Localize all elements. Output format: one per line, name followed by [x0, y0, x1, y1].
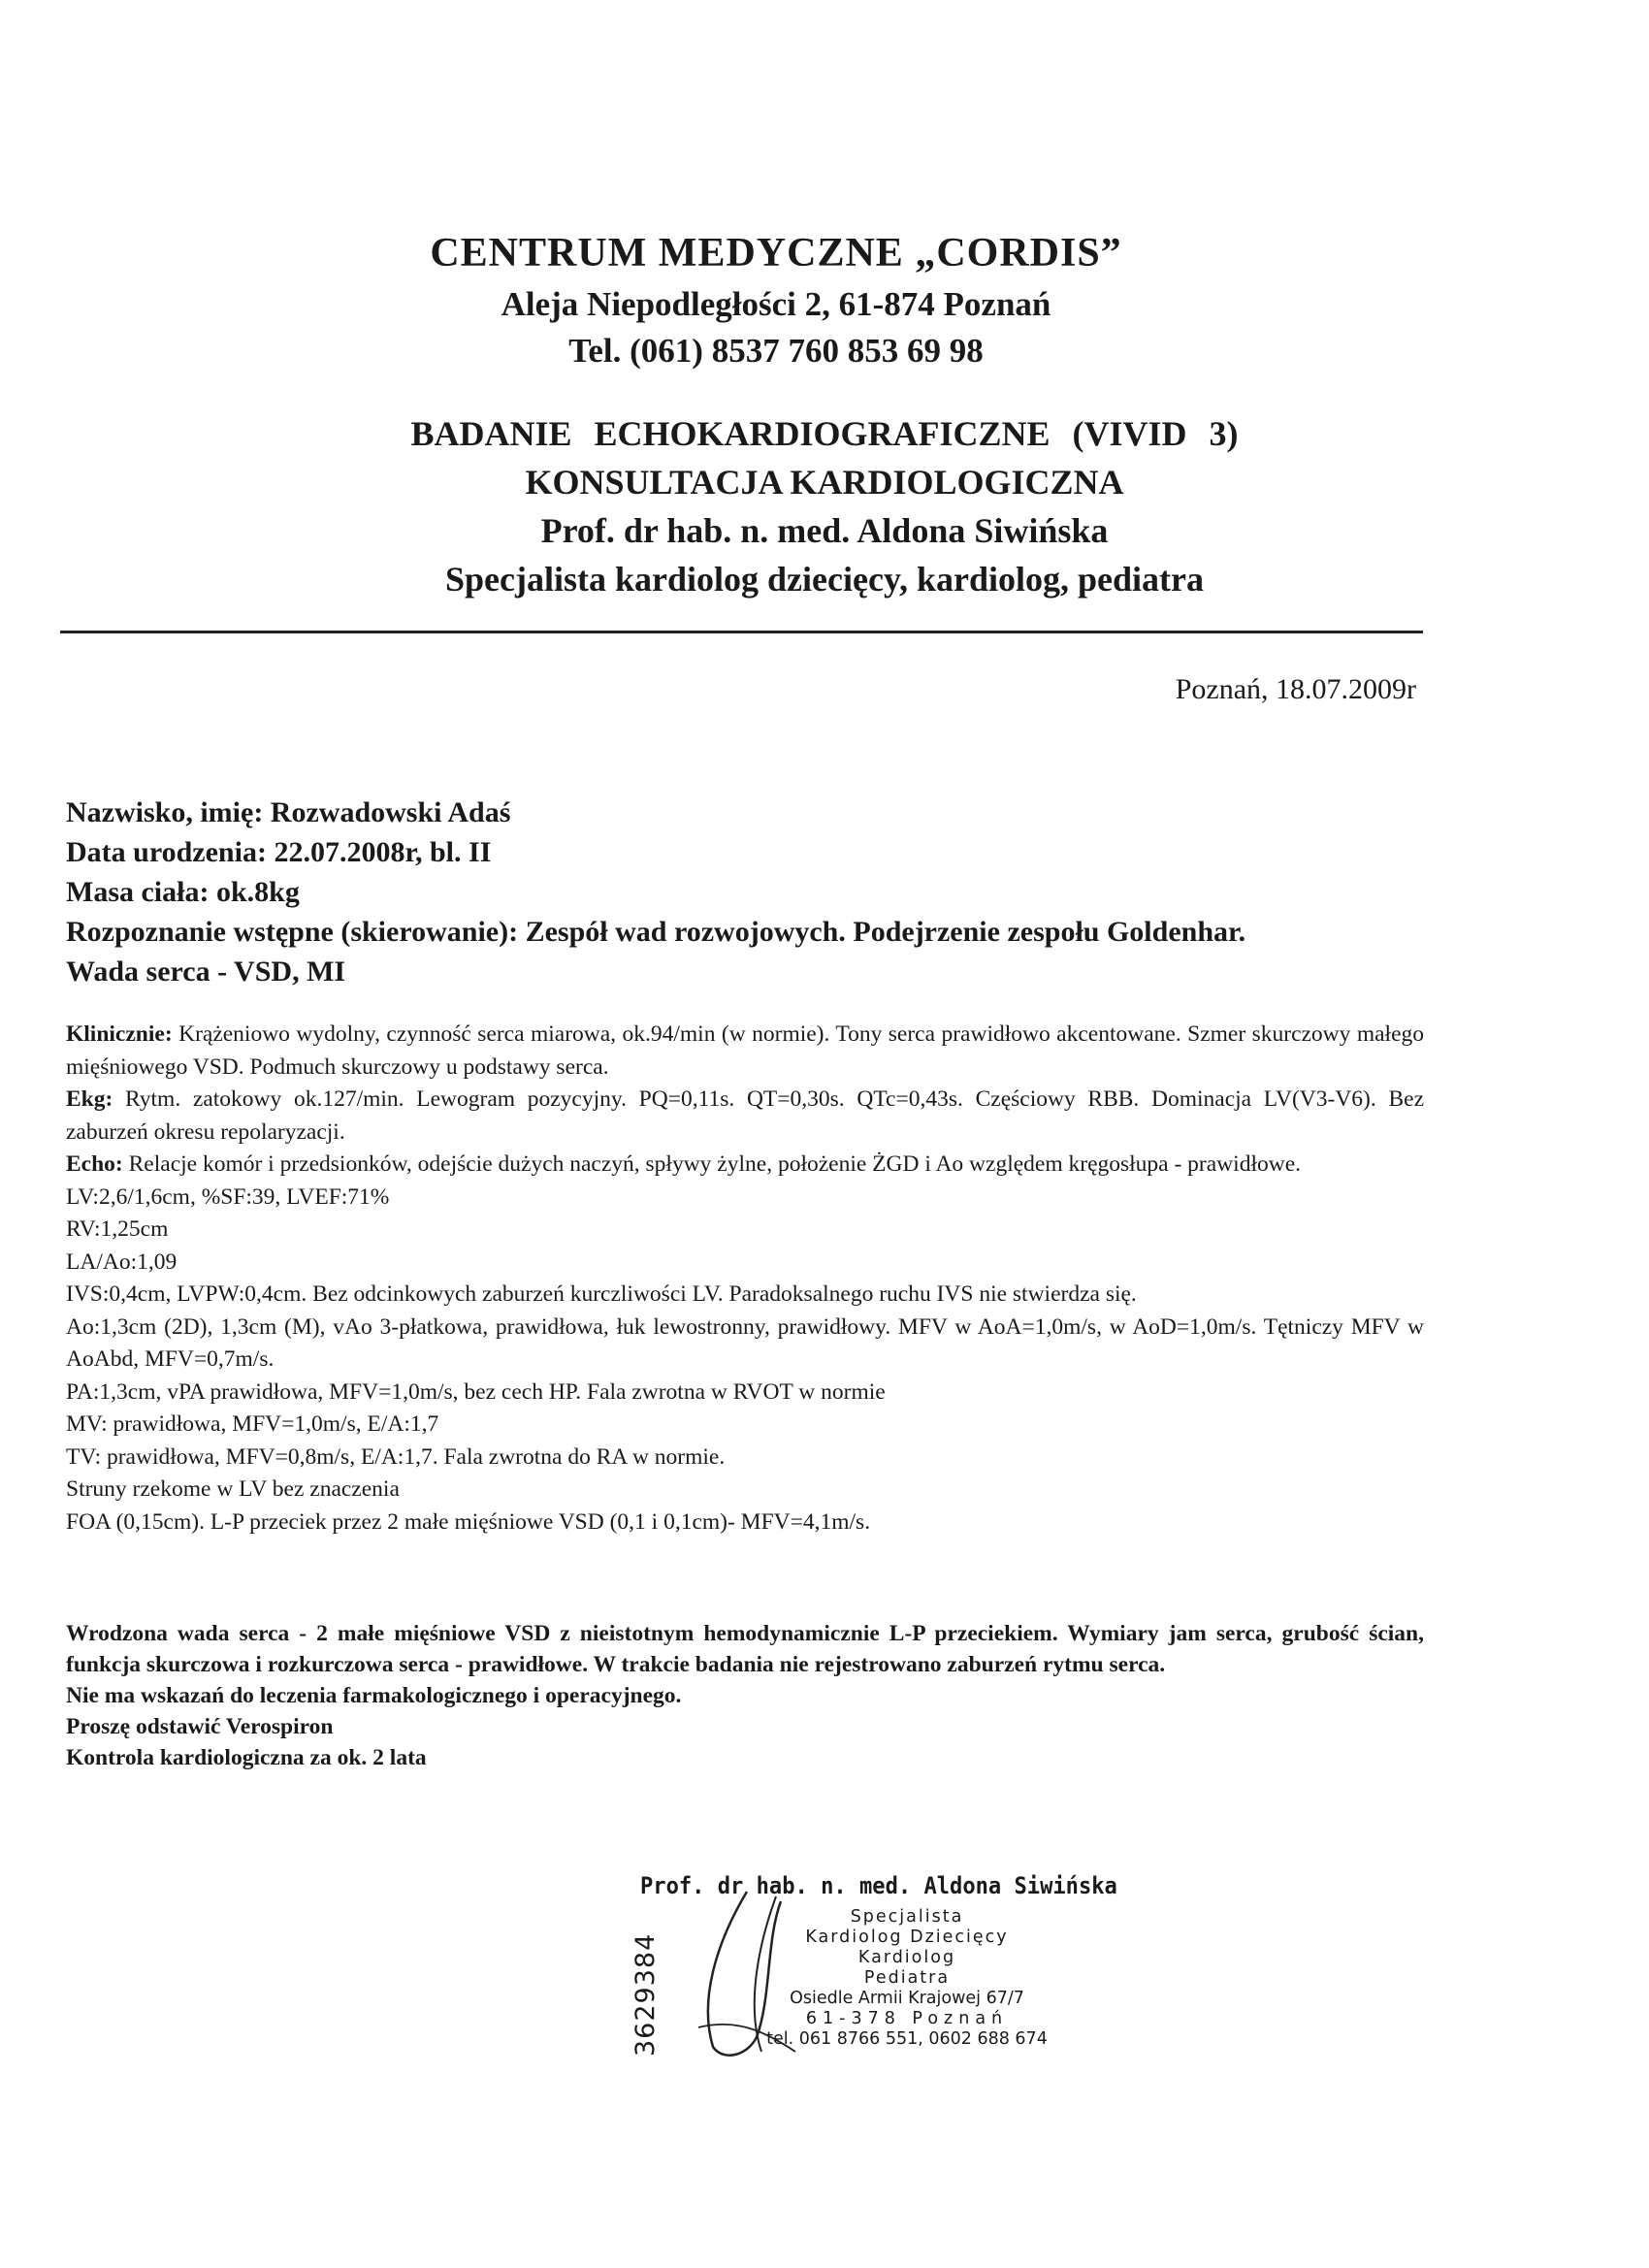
ekg-paragraph: [66, 1084, 1424, 1149]
stamp-title: Prof. dr hab. n. med. Aldona Siwińska: [640, 1872, 1117, 1899]
ivs-measure: IVS:0,4cm, LVPW:0,4cm. Bez odcinkowych zaburzeń kurczliwości LV. Paradoksalnego ruchu IVS nie stwierdza się.: [66, 1281, 1137, 1307]
clinical-findings: [66, 1019, 1424, 1539]
mv-measure: MV: prawidłowa, MFV=1,0m/s, E/A:1,7: [66, 1411, 439, 1437]
ao-measure: Ao:1,3cm (2D), 1,3cm (M), vAo 3-płatkowa, prawidłowa, łuk lewostronny, prawidłowy. MFV w AoA=1,0m/s, w AoD=1,0m/s. Tętniczy MFV w AoAbd, MFV=0,7m/s.: [66, 1313, 1424, 1372]
echo-text: Relacje komór i przedsionków, odejście dużych naczyń, spływy żylne, położenie ŻGD i Ao względem kręgosłupa - prawidłowe.: [128, 1151, 1301, 1177]
clinic-phone: Tel. (061) 8537 760 853 69 98: [568, 332, 984, 370]
patient-info: [66, 793, 1443, 991]
foa-shunt-note: FOA (0,15cm). L-P przeciek przez 2 małe mięśniowe VSD (0,1 i 0,1cm)- MFV=4,1m/s.: [66, 1508, 871, 1535]
stamp-line-4: Pediatra: [863, 1968, 951, 1988]
lv-measure: LV:2,6/1,6cm, %SF:39, LVEF:71%: [66, 1183, 390, 1210]
clinical-label: Klinicznie:: [66, 1021, 173, 1047]
clinic-name: CENTRUM MEDYCZNE „CORDIS”: [430, 231, 1122, 275]
handwritten-signature: [679, 1882, 824, 2066]
stamp-line-5: Osiedle Armii Krajowej 67/7: [790, 1989, 1024, 2008]
heart-defect: Wada serca - VSD, MI: [66, 956, 346, 988]
referral-diagnosis: Rozpoznanie wstępne (skierowanie): Zespół wad rozwojowych. Podejrzenie zespołu Goldenhar.: [66, 916, 1246, 948]
doctor-stamp: [621, 1872, 1117, 2066]
rv-measure: RV:1,25cm: [66, 1216, 169, 1242]
echo-paragraph: [66, 1149, 1424, 1182]
clinic-header: [291, 225, 1261, 374]
clinical-exam-paragraph: [66, 1019, 1424, 1084]
place-date: Poznań, 18.07.2009r: [1175, 673, 1416, 705]
stamp-number: 3629384: [630, 1932, 661, 2057]
ekg-text: Rytm. zatokowy ok.127/min. Lewogram pozycyjny. PQ=0,11s. QT=0,30s. QTc=0,43s. Częściowy RBB. Dominacja LV(V3-V6). Bez zaburzeń okresu repolaryzacji.: [66, 1086, 1424, 1145]
stamp-line-7: tel. 061 8766 551, 0602 688 674: [766, 2029, 1048, 2049]
exam-header: [223, 409, 1426, 603]
patient-dob: Data urodzenia: 22.07.2008r, bl. II: [66, 836, 492, 868]
consultation-title: KONSULTACJA KARDIOLOGICZNA: [525, 463, 1124, 502]
stamp-line-1: Specjalista: [850, 1907, 964, 1927]
ekg-label: Ekg:: [66, 1086, 113, 1112]
tv-measure: TV: prawidłowa, MFV=0,8m/s, E/A:1,7. Fala zwrotna do RA w normie.: [66, 1443, 726, 1470]
clinic-address: Aleja Niepodległości 2, 61-874 Poznań: [501, 285, 1051, 323]
false-tendons-note: Struny rzekome w LV bez znaczenia: [66, 1476, 400, 1502]
follow-up-note: Kontrola kardiologiczna za ok. 2 lata: [66, 1745, 427, 1770]
pa-measure: PA:1,3cm, vPA prawidłowa, MFV=1,0m/s, bez cech HP. Fala zwrotna w RVOT w normie: [66, 1378, 886, 1405]
la-ao-measure: LA/Ao:1,09: [66, 1248, 178, 1275]
conclusion: [66, 1618, 1424, 1773]
stamp-line-6: 61-378 Poznań: [805, 2009, 1009, 2028]
treatment-note: Nie ma wskazań do leczenia farmakologicznego i operacyjnego.: [66, 1683, 682, 1708]
exam-title: BADANIE ECHOKARDIOGRAFICZNE (VIVID 3): [410, 414, 1239, 453]
stamp-line-2: Kardiolog Dziecięcy: [805, 1928, 1009, 1947]
patient-weight: Masa ciała: ok.8kg: [66, 876, 300, 908]
header-divider: [60, 631, 1423, 633]
medication-note: Proszę odstawić Verospiron: [66, 1714, 334, 1739]
echo-label: Echo:: [66, 1151, 123, 1177]
doctor-specialty: Specjalista kardiolog dziecięcy, kardiolog, pediatra: [445, 560, 1204, 599]
doctor-name: Prof. dr hab. n. med. Aldona Siwińska: [540, 511, 1109, 550]
conclusion-summary: Wrodzona wada serca - 2 małe mięśniowe VSD z nieistotnym hemodynamicznie L-P przeciekiem. Wymiary jam serca, grubość ścian, funkcja skurczowa i rozkurczowa serca - prawidłowe. W trakcie badania nie rejestrowano zaburzeń rytmu serca.: [66, 1621, 1424, 1677]
stamp-line-3: Kardiolog: [857, 1948, 956, 1967]
patient-name: Nazwisko, imię: Rozwadowski Adaś: [66, 796, 511, 828]
clinical-text: Krążeniowo wydolny, czynność serca miarowa, ok.94/min (w normie). Tony serca prawidłowo akcentowane. Szmer skurczowy małego mięśniowego VSD. Podmuch skurczowy u podstawy serca.: [66, 1021, 1425, 1080]
